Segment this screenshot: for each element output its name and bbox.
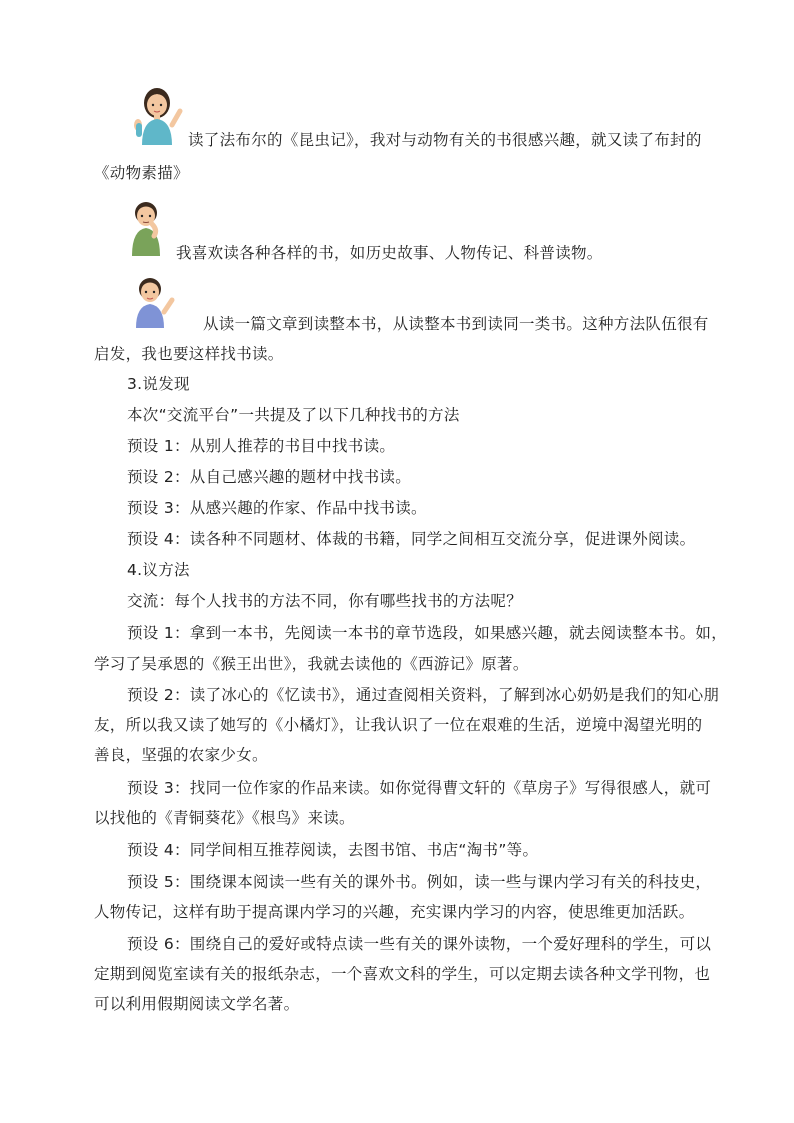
section-3-item-4: 预设 4：读各种不同题材、体裁的书籍，同学之间相互交流分享，促进课外阅读。 — [127, 530, 696, 548]
preset-2-line-1: 预设 2：读了冰心的《忆读书》，通过查阅相关资料，了解到冰心奶奶是我们的知心朋 — [127, 686, 720, 704]
preset-6-line-2: 定期到阅览室读有关的报纸杂志，一个喜欢文科的学生，可以定期去读各种文学刊物，也 — [94, 965, 711, 983]
speech-3-line-1: 从读一篇文章到读整本书，从读整本书到读同一类书。这种方法队伍很有 — [203, 315, 709, 333]
preset-6-line-1: 预设 6：围绕自己的爱好或特点读一些有关的课外读物，一个爱好理科的学生，可以 — [127, 935, 712, 953]
preset-3-line-1: 预设 3：找同一位作家的作品来读。如你觉得曹文轩的《草房子》写得很感人，就可 — [127, 779, 712, 797]
speech-2-line-1: 我喜欢读各种各样的书，如历史故事、人物传记、科普读物。 — [176, 244, 603, 262]
preset-6-line-3: 可以利用假期阅读文学名著。 — [94, 995, 300, 1013]
speech-1-line-1: 读了法布尔的《昆虫记》，我对与动物有关的书很感兴趣，就又读了布封的 — [188, 131, 702, 149]
section-4-heading: 4.议方法 — [127, 561, 190, 579]
section-3-heading: 3.说发现 — [127, 375, 190, 393]
preset-5-line-2: 人物传记，这样有助于提高课内学习的兴趣，充实课内学习的内容，使思维更加活跃。 — [94, 903, 695, 921]
boy-thinking-avatar-icon — [128, 200, 168, 256]
preset-5-line-1: 预设 5：围绕课本阅读一些有关的课外书。例如，读一些与课内学习有关的科技史， — [127, 873, 712, 891]
preset-1-line-2: 学习了吴承恩的《猴王出世》，我就去读他的《西游记》原著。 — [94, 655, 529, 673]
preset-1-line-1: 预设 1：拿到一本书，先阅读一本书的章节选段，如果感兴趣，就去阅读整本书。如， — [127, 624, 727, 642]
section-3-intro: 本次“交流平台”一共提及了以下几种找书的方法 — [127, 406, 460, 424]
preset-4-line-1: 预设 4：同学间相互推荐阅读，去图书馆、书店“淘书”等。 — [127, 841, 539, 859]
boy-waving-avatar-icon — [130, 276, 180, 328]
speech-3-line-2: 启发，我也要这样找书读。 — [94, 345, 284, 363]
preset-2-line-2: 友，所以我又读了她写的《小橘灯》，让我认识了一位在艰难的生活，逆境中渴望光明的 — [94, 716, 703, 734]
section-3-item-2: 预设 2：从自己感兴趣的题材中找书读。 — [127, 468, 411, 486]
preset-2-line-3: 善良，坚强的农家少女。 — [94, 746, 268, 764]
section-3-item-3: 预设 3：从感兴趣的作家、作品中找书读。 — [127, 499, 427, 517]
speech-1-line-2: 《动物素描》 — [94, 164, 189, 182]
girl-avatar-icon — [130, 85, 188, 147]
section-4-intro: 交流：每个人找书的方法不同，你有哪些找书的方法呢？ — [127, 592, 523, 610]
preset-3-line-2: 以找他的《青铜葵花》《根鸟》来读。 — [94, 809, 355, 827]
section-3-item-1: 预设 1：从别人推荐的书目中找书读。 — [127, 437, 396, 455]
